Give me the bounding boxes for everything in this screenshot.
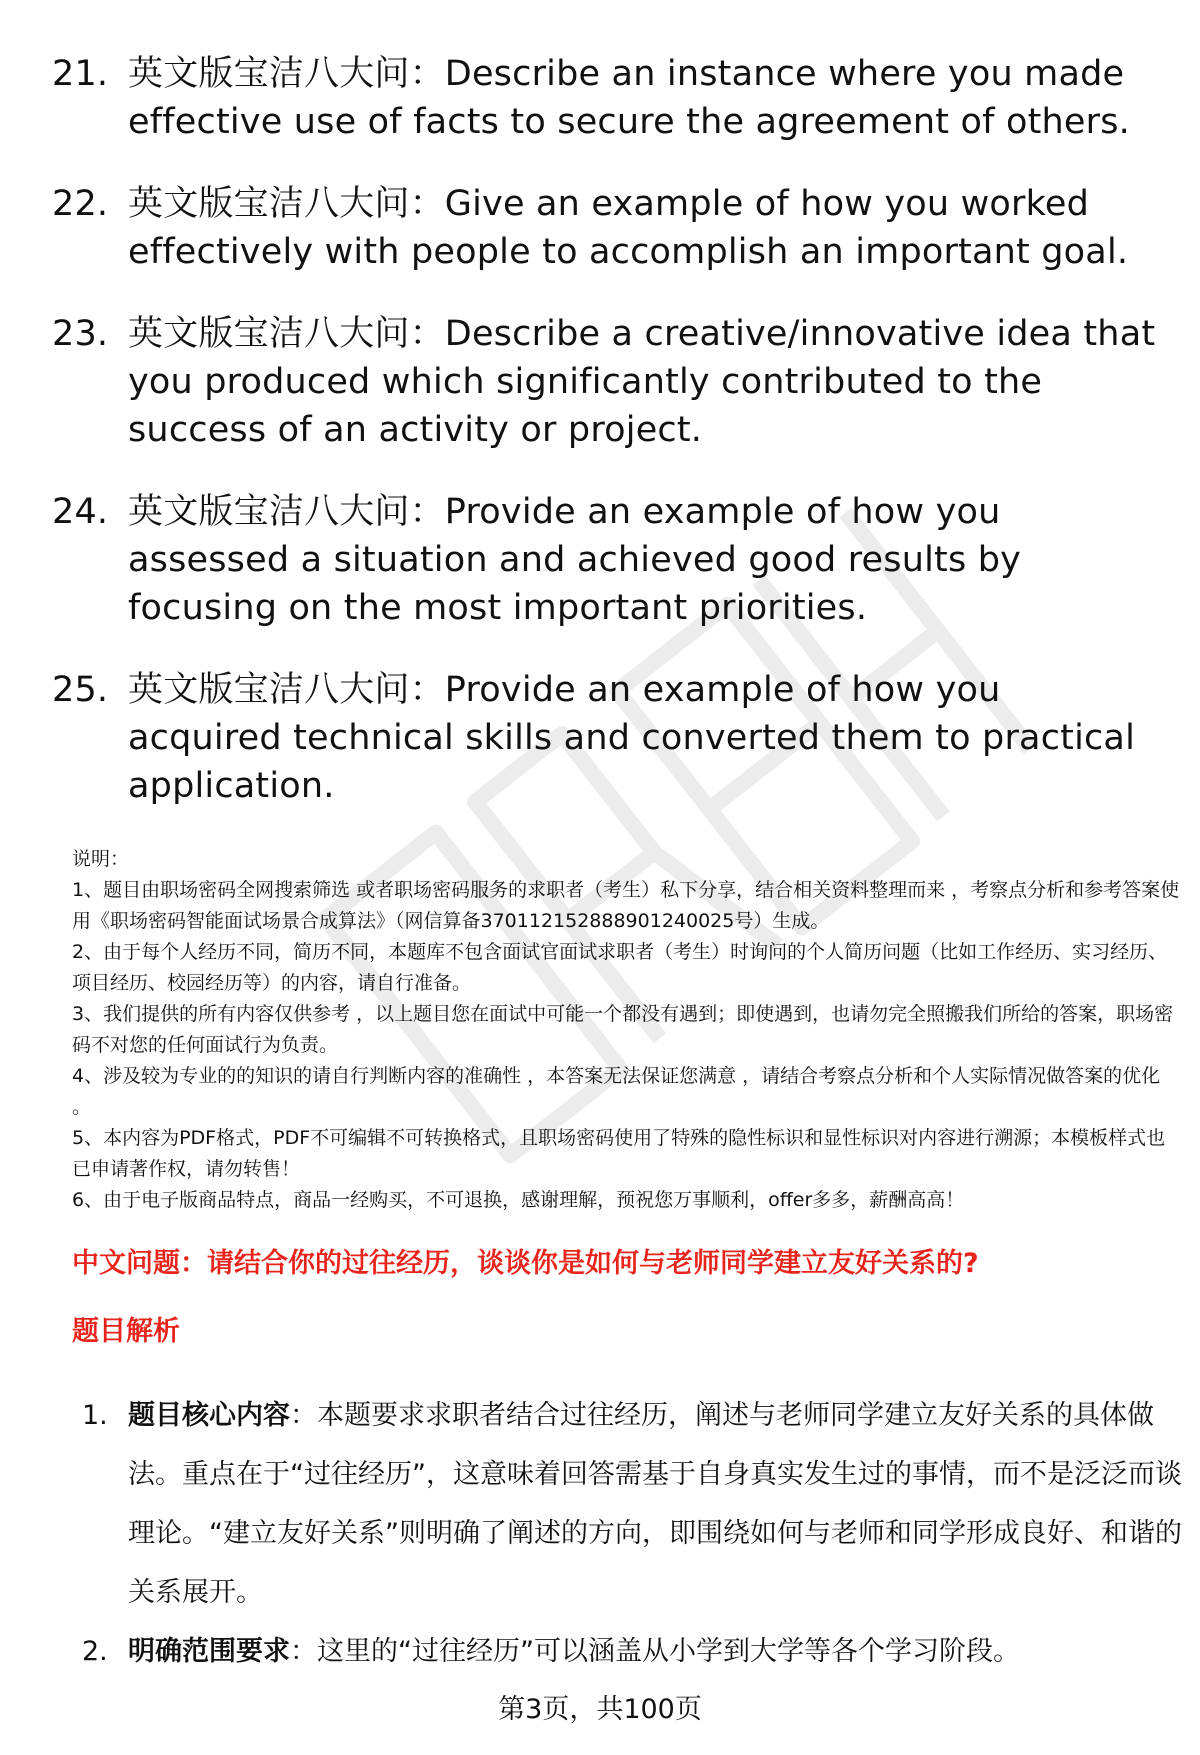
analysis-text — [128, 1622, 1192, 1681]
analysis-text — [128, 1386, 1192, 1622]
note-item: 3、我们提供的所有内容仅供参考 ，以上题目您在面试中可能一个都没有遇到；即使遇到，也请勿完全照搬我们所给的答案，职场密码不对您的任何面试行为负责。 — [72, 1003, 1174, 1056]
question-number: 25. — [52, 670, 109, 710]
question-text: 英文版宝洁八大问：Provide an example of how you assessed a situation and achieved good results by focusing on the most important priorities. — [128, 492, 1022, 628]
question-text: 英文版宝洁八大问：Describe an instance where you made effective use of facts to secure the agreement of others. — [128, 54, 1130, 142]
question-list — [52, 50, 1160, 810]
list-item — [52, 50, 1160, 146]
notes-section — [72, 844, 1180, 1216]
note-item: 6、由于电子版商品特点，商品一经购买，不可退换，感谢理解，预祝您万事顺利，offer多多，薪酬高高！ — [72, 1189, 965, 1211]
list-item — [82, 1386, 1192, 1622]
analysis-number: 2. — [82, 1636, 108, 1667]
notes-heading: 说明： — [72, 848, 130, 870]
analysis-body: ：本题要求求职者结合过往经历，阐述与老师同学建立友好关系的具体做法。重点在于“过往经历”，这意味着回答需基于自身真实发生过的事情，而不是泛泛而谈理论。“建立友好关系”则明确了阐述的方向，即围绕如何与老师和同学形成良好、和谐的关系展开。 — [128, 1400, 1182, 1608]
question-number: 24. — [52, 492, 109, 532]
list-item — [52, 488, 1160, 632]
analysis-label: 明确范围要求 — [128, 1636, 290, 1667]
question-number: 22. — [52, 184, 109, 224]
question-number: 21. — [52, 54, 109, 94]
list-item — [82, 1622, 1192, 1681]
analysis-label: 题目核心内容 — [128, 1400, 290, 1431]
question-text: 英文版宝洁八大问：Describe a creative/innovative idea that you produced which significantly contributed to the success of an activity or project. — [128, 314, 1156, 450]
page-number-footer: 第3页，共100页 — [498, 1694, 702, 1725]
list-item — [52, 310, 1160, 454]
question-text: 英文版宝洁八大问：Provide an example of how you acquired technical skills and converted them to practical application. — [128, 670, 1136, 806]
chinese-question-heading: 中文问题：请结合你的过往经历，谈谈你是如何与老师同学建立友好关系的? — [72, 1248, 979, 1279]
question-number: 23. — [52, 314, 109, 354]
question-text: 英文版宝洁八大问：Give an example of how you worked effectively with people to accomplish an important goal. — [128, 184, 1129, 272]
note-item: 2、由于每个人经历不同，简历不同，本题库不包含面试官面试求职者（考生）时询问的个人简历问题（比如工作经历、实习经历、项目经历、校园经历等）的内容，请自行准备。 — [72, 941, 1168, 994]
note-item: 5、本内容为PDF格式，PDF不可编辑不可转换格式，且职场密码使用了特殊的隐性标识和显性标识对内容进行溯源；本模板样式也已申请著作权，请勿转售！ — [72, 1127, 1166, 1180]
analysis-number: 1. — [82, 1400, 108, 1431]
analysis-title: 题目解析 — [72, 1316, 180, 1347]
analysis-body: ：这里的“过往经历”可以涵盖从小学到大学等各个学习阶段。 — [290, 1636, 1020, 1667]
note-item: 1、题目由职场密码全网搜索筛选 或者职场密码服务的求职者（考生）私下分享，结合相关资料整理而来 ，考察点分析和参考答案使用《职场密码智能面试场景合成算法》（网信算备370112152888901240025号）生成。 — [72, 879, 1180, 932]
list-item — [52, 666, 1160, 810]
note-item: 4、涉及较为专业的的知识的请自行判断内容的准确性 ，本答案无法保证您满意 ，请结合考察点分析和个人实际情况做答案的优化 。 — [72, 1065, 1161, 1118]
analysis-list — [82, 1386, 1192, 1681]
list-item — [52, 180, 1160, 276]
